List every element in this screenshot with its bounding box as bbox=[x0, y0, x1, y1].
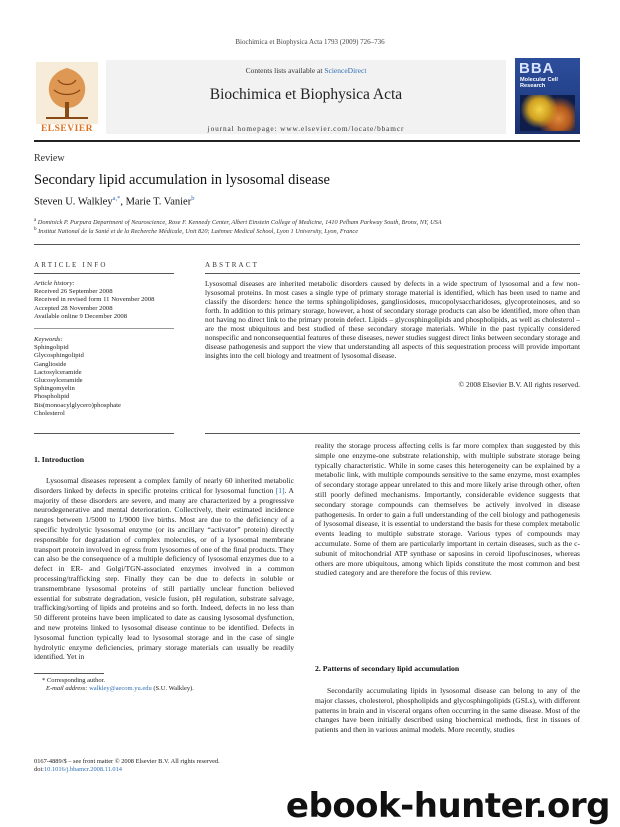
watermark-text: ebook-hunter.org bbox=[285, 786, 610, 826]
keyword: Ganglioside bbox=[34, 360, 67, 368]
header-divider bbox=[34, 140, 580, 142]
affiliation-text: Dominick P. Purpura Department of Neuroscience, Rose F. Kennedy Center, Albert Einstein College of Medicine, 1410 Pelham Parkway South, Bronx, NY, USA bbox=[36, 219, 442, 227]
citation-link[interactable]: [1] bbox=[275, 485, 285, 495]
intro-column-right bbox=[315, 441, 580, 647]
footnote-rule bbox=[34, 673, 104, 674]
history-item: Accepted 28 November 2008 bbox=[34, 304, 113, 312]
keyword: Sphingolipid bbox=[34, 344, 69, 352]
keyword: Phospholipid bbox=[34, 393, 70, 401]
affiliation-b bbox=[34, 227, 580, 235]
keyword: Bis(monoacylglycero)phosphate bbox=[34, 401, 121, 409]
cover-title: BBA bbox=[519, 60, 555, 77]
contents-prefix: Contents lists available at bbox=[245, 66, 325, 75]
article-type: Review bbox=[34, 153, 65, 164]
intro-column-left bbox=[34, 476, 294, 668]
cover-artwork bbox=[520, 95, 575, 131]
doi-link[interactable]: 10.1016/j.bbamcr.2008.11.014 bbox=[43, 766, 122, 773]
info-bottom-rule bbox=[34, 433, 174, 434]
journal-title: Biochimica et Biophysica Acta bbox=[209, 86, 403, 103]
abstract-bottom-rule bbox=[205, 433, 580, 434]
affiliation-mark: b bbox=[34, 227, 37, 232]
elsevier-wordmark: ELSEVIER bbox=[40, 124, 94, 134]
article-title: Secondary lipid accumulation in lysosomal disease bbox=[34, 172, 330, 188]
authors-divider bbox=[34, 244, 580, 245]
email-suffix: (S.U. Walkley). bbox=[151, 685, 194, 692]
front-matter-info bbox=[34, 758, 334, 774]
journal-cover-image bbox=[515, 58, 580, 134]
section-heading-introduction: 1. Introduction bbox=[34, 455, 85, 464]
info-separator bbox=[34, 328, 174, 329]
issn-line: 0167-4889/$ – see front matter © 2008 Elsevier B.V. All rights reserved. bbox=[34, 758, 220, 765]
journal-citation: Biochimica et Biophysica Acta 1793 (2009) 726–736 bbox=[235, 38, 385, 46]
corresponding-author-footnote bbox=[34, 677, 294, 693]
author-separator: , bbox=[120, 196, 126, 208]
footnote-label: Corresponding author. bbox=[45, 677, 106, 684]
cover-subtitle: Molecular Cell Research bbox=[520, 77, 558, 90]
abstract-text: Lysosomal diseases are inherited metabolic disorders caused by defects in a wide spectrum of lysosomal and a few non-lysosomal proteins. In most cases a single type of primary storage material is identified, which has been used to name and classify the disorders: hence the terms sphingolipidoses, gangliosidoses, mucopolysaccharidoses, glycoproteinoses, and so forth. In addition to this primary storage, however, a host of secondary storage products can also be identified, more often than not having no direct link to the primary protein defect. Lipids – glycosphingolipids and phospholipids, as well as cholesterol – are the most ubiquitous and best studied of these secondary storage materials. While in the past typically considered nonspecific and nonconsequential features of these diseases, newer studies suggest direct links between secondary storage and disease pathogenesis and support the view that understanding all aspects of this sequestration process will provide important insights into the cell biology and treatment of lysosomal disease. bbox=[205, 279, 580, 360]
article-history bbox=[34, 280, 174, 321]
author-name: Marie T. Vanier bbox=[125, 196, 192, 208]
keywords-list bbox=[34, 336, 174, 418]
contents-line bbox=[106, 66, 506, 75]
keyword: Cholesterol bbox=[34, 409, 65, 417]
article-info-heading: ARTICLE INFO bbox=[34, 261, 108, 269]
affiliation-text: Institut National de la Santé et de la Recherche Médicale, Unit 820; Laënnec Medical School, Lyon 1 University, Lyon, France bbox=[36, 228, 359, 236]
keyword: Glucosylceramide bbox=[34, 377, 83, 385]
section-heading-patterns: 2. Patterns of secondary lipid accumulation bbox=[315, 664, 460, 673]
keyword: Glycosphingolipid bbox=[34, 352, 84, 360]
author-email-link[interactable]: walkley@aecom.yu.edu bbox=[89, 685, 152, 692]
footnote-mark: * bbox=[42, 677, 46, 684]
doi-prefix: doi: bbox=[34, 766, 44, 773]
affiliation-mark: a bbox=[34, 218, 37, 223]
body-paragraph bbox=[34, 476, 294, 662]
paragraph-text: . A majority of these disorders are severe, and many are characterized by a progressive neurodegenerative and mental deterioration. Collectively, their estimated incidence ranges between 1/5000 to 1/9000 live births. Most are due to the deficiency of a specific hydrolytic lysosomal enzyme (or its ancillary “activator” protein) directly responsible for degradation of complex molecules, or of a lysosomal membrane transport protein involved in egress from lysosomes of one of the final products. They can also be the consequence of a multiple deficiency of lysosomal enzymes due to a defect in ER- and Golgi/TGN-associated enzymes involved in a common processing/trafficking step. Finally they can be due to defects in soluble or transmembrane lysosomal proteins of still partially unclear function believed essential for substrate degradation, vesicle fusion, pH regulation, substrate salvage, trafficking/sorting of lipids and proteins and so forth. Indeed, defects in no less than 50 different proteins have been implicated to date as causing lysosomal dysfunction, and new proteins linked to lysosomal disease continue to be identified. Defects in lysosomal function typically lead to lysosomal storage and in the case of single hydrolytic enzyme deficiencies, primary storage materials can usually be readily identified. Yet in bbox=[34, 485, 294, 662]
author-list bbox=[34, 195, 194, 208]
abstract-rule bbox=[205, 273, 580, 274]
abstract-copyright: © 2008 Elsevier B.V. All rights reserved. bbox=[458, 380, 580, 389]
body-paragraph: reality the storage process affecting cells is far more complex than suggested by this simple one enzyme-one substrate relationship, with multiple substrate storage being typically characteristic. While in some cases this heterogeneity can be explained by a metabolic link, with multiple compounds sensitive to the same enzyme, most examples of secondary storage appear unrelated to this and more likely arise through other, often still poorly defined mechanisms. Importantly, considerable evidence suggests that secondary storage compounds can themselves be actively involved in disease pathogenesis. In order to gain a full understanding of the cell biology and pathogenesis of lysosomal disease, it is essential to understand the basis for these complex metabolic events leading to multiple substrate storage. Various types of compounds may accumulate. Some of them are particularly important in certain diseases, such as the c-subunit of mitochondrial ATP synthase or saposins in ceroid lipofuscinoses, whereas others are more ubiquitous, among which lipids constitute the most common and best studied category and are therefore the focus of this review. bbox=[315, 441, 580, 578]
section2-column bbox=[315, 686, 580, 746]
email-label: E-mail address: bbox=[46, 685, 90, 692]
history-item: Available online 9 December 2008 bbox=[34, 312, 128, 320]
history-label: Article history: bbox=[34, 280, 75, 287]
author-name: Steven U. Walkley bbox=[34, 196, 113, 208]
history-item: Received in revised form 11 November 2008 bbox=[34, 296, 155, 304]
affiliation-a bbox=[34, 218, 580, 226]
author-affiliation-mark[interactable]: a,* bbox=[112, 195, 121, 202]
paragraph-text: Lysosomal diseases represent a complex family of nearly 60 inherited metabolic disorders linked by defects in specific proteins critical for lysosomal function bbox=[34, 476, 294, 495]
author-affiliation-mark[interactable]: b bbox=[191, 195, 195, 202]
keywords-label: Keywords: bbox=[34, 336, 63, 343]
abstract-heading: ABSTRACT bbox=[205, 261, 260, 269]
keyword: Lactosylceramide bbox=[34, 368, 82, 376]
article-info-rule bbox=[34, 273, 174, 274]
history-item: Received 26 September 2008 bbox=[34, 288, 113, 296]
body-paragraph: Secondarily accumulating lipids in lysosomal disease can belong to any of the major classes, cholesterol, phospholipids and glycosphingolipids (GSLs), with different patterns in brain and in visceral organs often occurring in the same disease. Most of the changes have been initially described using biochemical methods, first in tissues of patients and then in various animal models. More recently, studies bbox=[315, 686, 580, 735]
journal-homepage[interactable]: journal homepage: www.elsevier.com/locate/bbamcr bbox=[207, 124, 405, 133]
sciencedirect-link[interactable]: ScienceDirect bbox=[324, 66, 367, 75]
keyword: Sphingomyelin bbox=[34, 385, 75, 393]
